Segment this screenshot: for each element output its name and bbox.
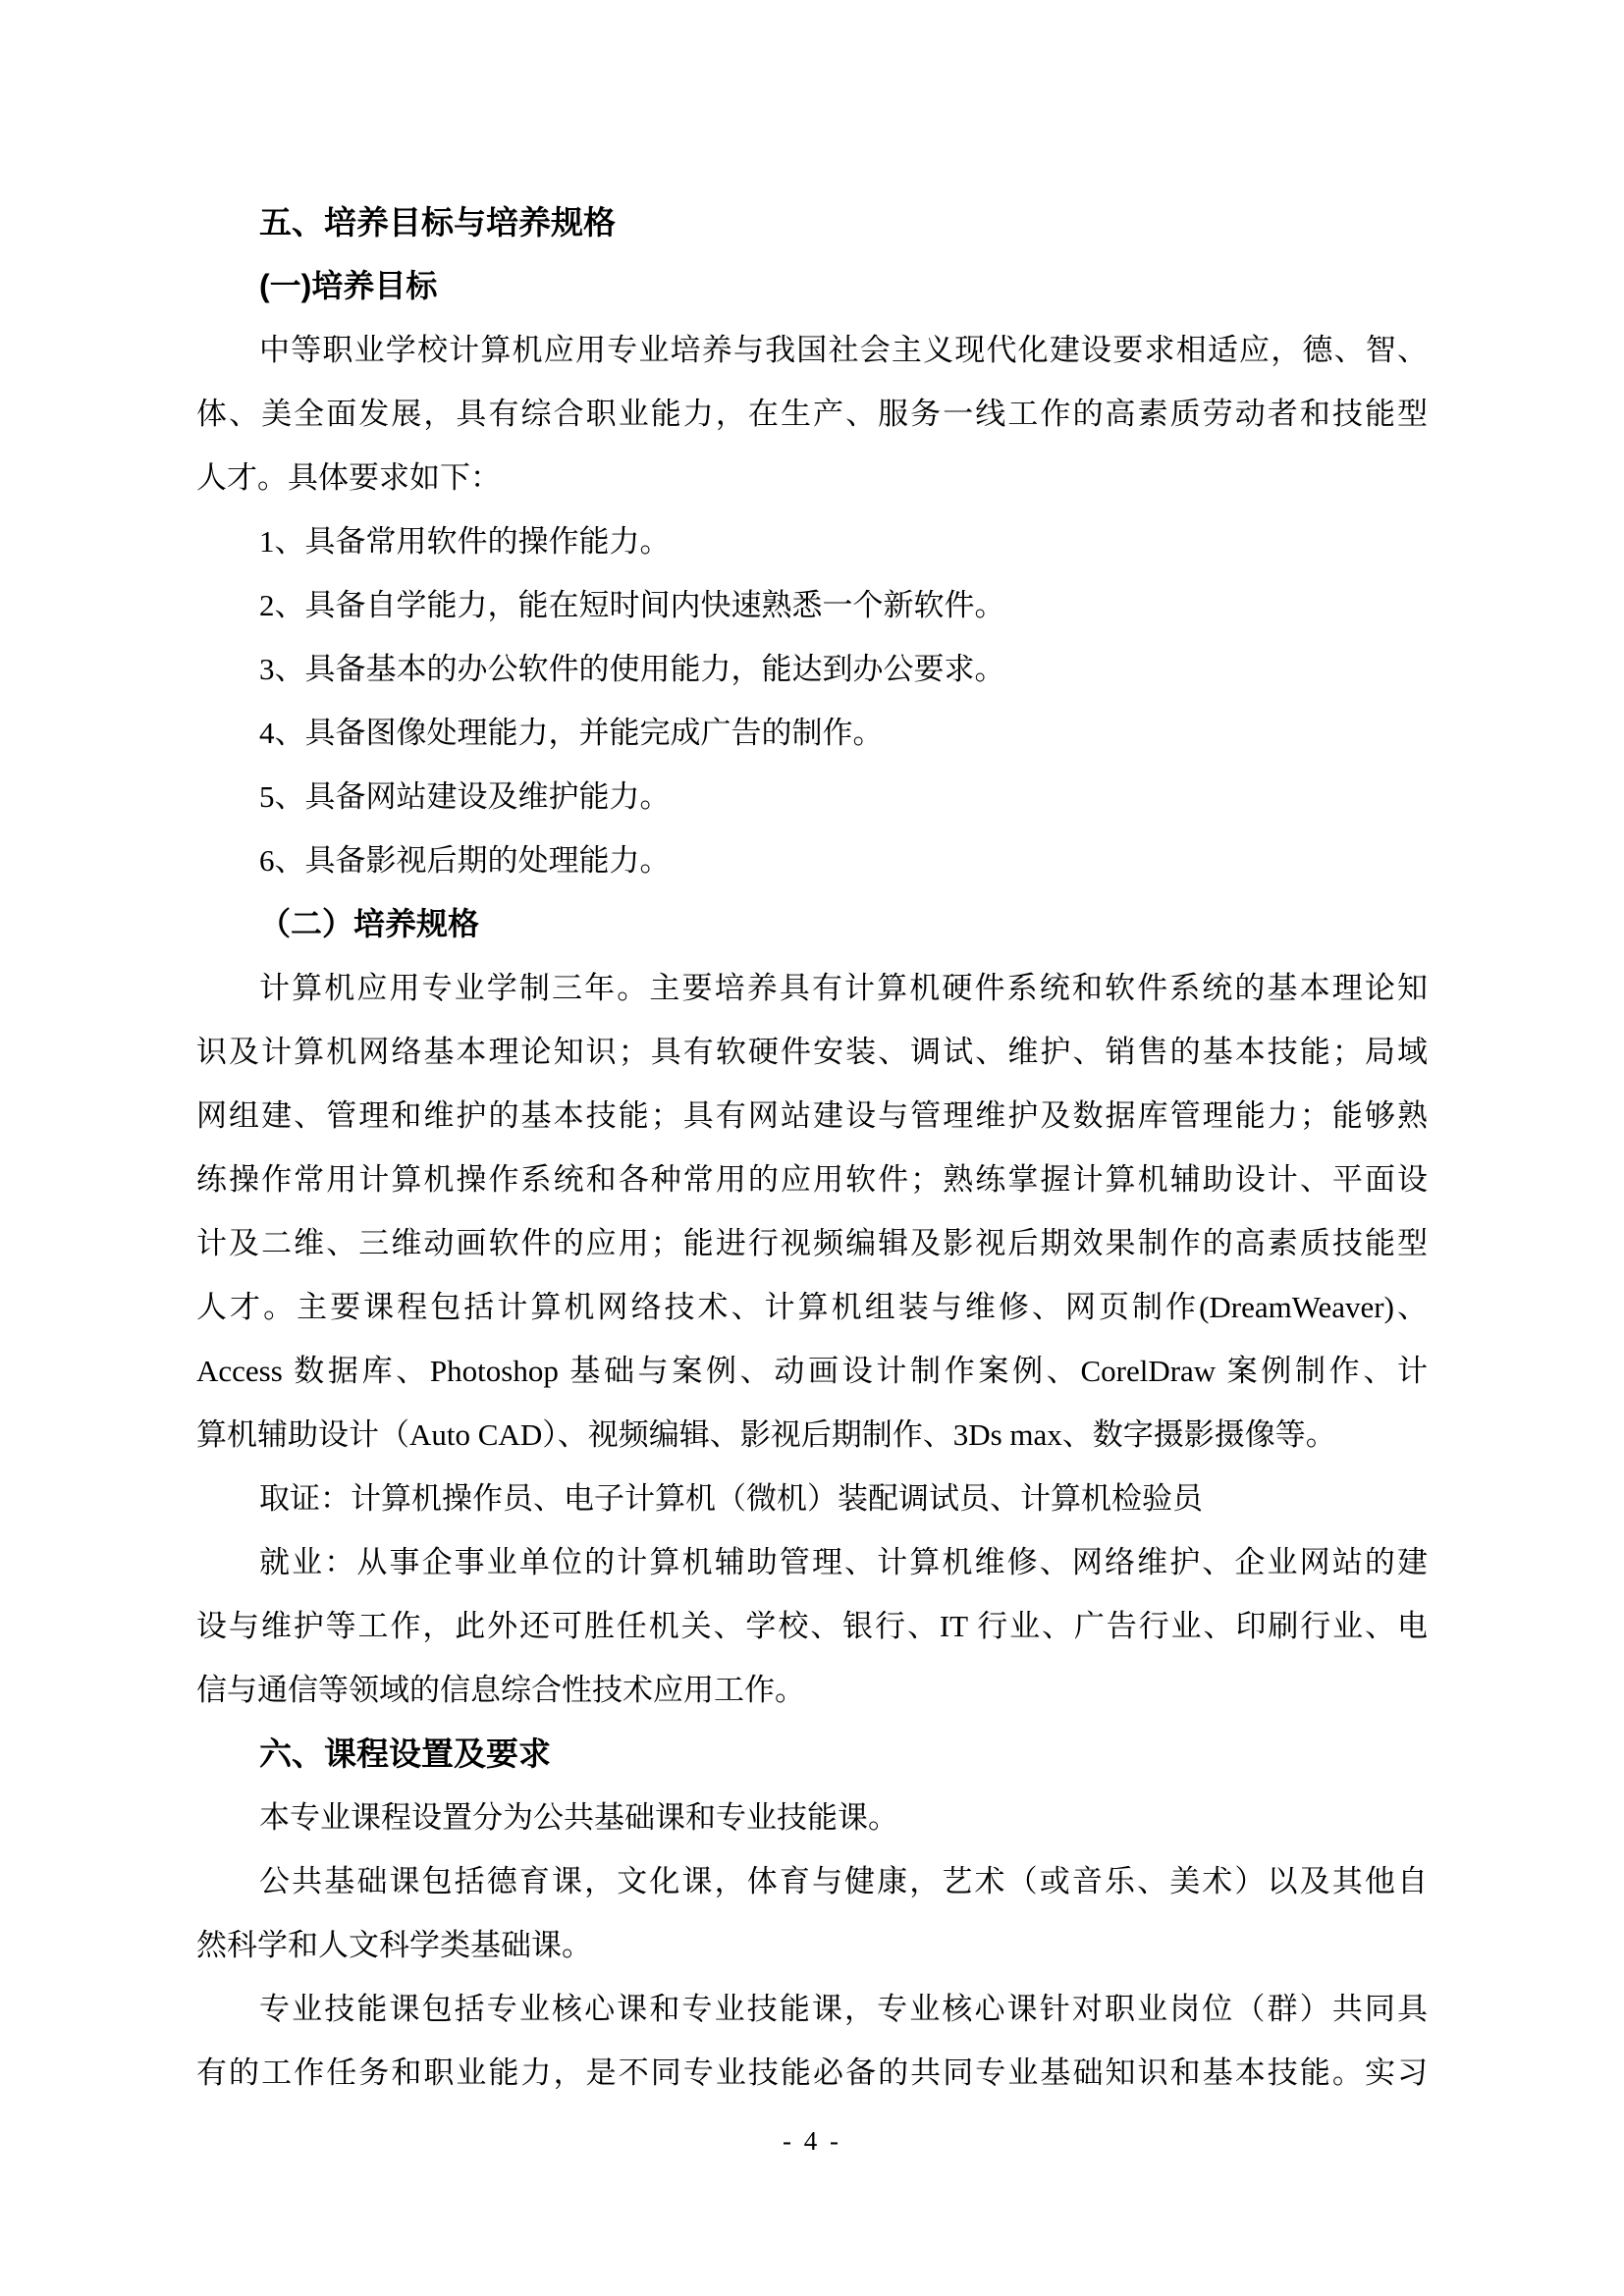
- section-heading-6: 六、课程设置及要求: [259, 1735, 551, 1772]
- training-spec-paragraph-line: 练操作常用计算机操作系统和各种常用的应用软件；熟练掌握计算机辅助设计、平面设: [196, 1162, 1428, 1197]
- training-spec-paragraph-line: 人才。主要课程包括计算机网络技术、计算机组装与维修、网页制作(DreamWeaver)、: [196, 1290, 1428, 1324]
- public-basic-course-paragraph-line: 公共基础课包括德育课，文化课，体育与健康，艺术（或音乐、美术）以及其他自: [259, 1864, 1428, 1898]
- training-objective-paragraph-line: 人才。具体要求如下：: [196, 460, 501, 495]
- requirement-item-3: 3、具备基本的办公软件的使用能力，能达到办公要求。: [259, 652, 1005, 686]
- section-heading-5: 五、培养目标与培养规格: [259, 204, 616, 240]
- training-spec-paragraph-line: 计算机应用专业学制三年。主要培养具有计算机硬件系统和软件系统的基本理论知: [259, 971, 1428, 1005]
- training-spec-paragraph-line: Access 数据库、Photoshop 基础与案例、动画设计制作案例、CorelDraw 案例制作、计: [196, 1354, 1428, 1388]
- requirement-item-2: 2、具备自学能力，能在短时间内快速熟悉一个新软件。: [259, 588, 1005, 622]
- certification-line: 取证：计算机操作员、电子计算机（微机）装配调试员、计算机检验员: [259, 1481, 1203, 1516]
- public-basic-course-paragraph-line: 然科学和人文科学类基础课。: [196, 1928, 592, 1962]
- employment-paragraph-line: 设与维护等工作，此外还可胜任机关、学校、银行、IT 行业、广告行业、印刷行业、电: [196, 1609, 1428, 1643]
- training-spec-paragraph-line: 计及二维、三维动画软件的应用；能进行视频编辑及影视后期效果制作的高素质技能型: [196, 1226, 1428, 1260]
- requirement-item-5: 5、具备网站建设及维护能力。: [259, 779, 671, 814]
- employment-paragraph-line: 就业：从事企事业单位的计算机辅助管理、计算机维修、网络维护、企业网站的建: [259, 1545, 1428, 1579]
- training-spec-paragraph-line: 识及计算机网络基本理论知识；具有软硬件安装、调试、维护、销售的基本技能；局域: [196, 1035, 1428, 1069]
- employment-paragraph-line: 信与通信等领域的信息综合性技术应用工作。: [196, 1673, 805, 1707]
- training-spec-paragraph-line: 网组建、管理和维护的基本技能；具有网站建设与管理维护及数据库管理能力；能够熟: [196, 1098, 1428, 1133]
- training-objective-paragraph-line: 中等职业学校计算机应用专业培养与我国社会主义现代化建设要求相适应，德、智、: [259, 333, 1428, 367]
- training-objective-paragraph-line: 体、美全面发展，具有综合职业能力，在生产、服务一线工作的高素质劳动者和技能型: [196, 397, 1428, 431]
- page-number: - 4 -: [783, 2126, 841, 2156]
- subsection-heading-1-training-objective: (一)培养目标: [259, 268, 438, 303]
- subsection-heading-2-training-spec: （二）培养规格: [259, 906, 480, 941]
- course-setup-paragraph-line: 本专业课程设置分为公共基础课和专业技能课。: [259, 1800, 898, 1835]
- professional-skill-course-paragraph-line: 专业技能课包括专业核心课和专业技能课，专业核心课针对职业岗位（群）共同具: [259, 1992, 1428, 2026]
- requirement-item-4: 4、具备图像处理能力，并能完成广告的制作。: [259, 716, 884, 750]
- requirement-item-6: 6、具备影视后期的处理能力。: [259, 843, 671, 878]
- document-body: [196, 190, 1428, 2165]
- professional-skill-course-paragraph-line: 有的工作任务和职业能力，是不同专业技能必备的共同专业基础知识和基本技能。实习: [196, 2056, 1428, 2090]
- training-spec-paragraph-line: 算机辅助设计（Auto CAD）、视频编辑、影视后期制作、3Ds max、数字摄影摄像等。: [196, 1417, 1336, 1452]
- requirement-item-1: 1、具备常用软件的操作能力。: [259, 524, 671, 559]
